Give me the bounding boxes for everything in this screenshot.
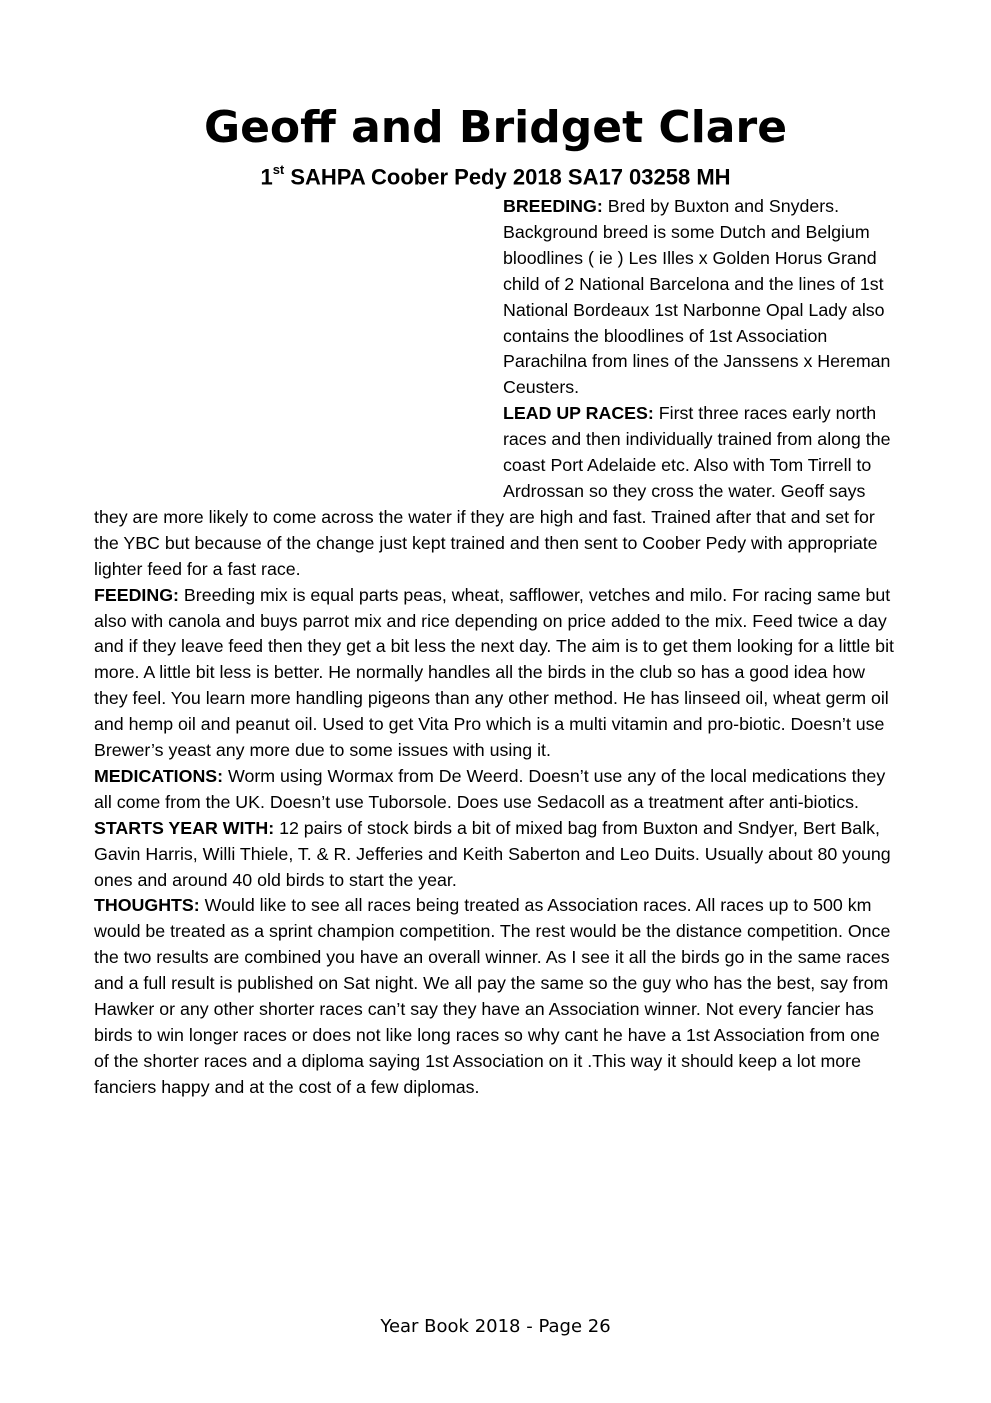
thoughts-paragraph xyxy=(94,893,894,1100)
subtitle-race-details: SAHPA Coober Pedy 2018 SA17 03258 MH xyxy=(284,164,731,190)
thoughts-text: Would like to see all races being treated as Association races. All races up to 500 km would be treated as a sprint champion competition. The rest would be the distance competition. Once the two results are combined you have an overall winner. As I see it all the birds go in the same races and a full result is published on Sat night. We all pay the same so the guy who has the best, say from Hawker or any other shorter races can’t say they have an Association winner. Not every fancier has birds to win longer races or does not like long races so why cant he have a 1st Association from one of the shorter races and a diploma saying 1st Association on it .This way it should keep a lot more fanciers happy and at the cost of a few diplomas. xyxy=(94,895,891,1097)
thoughts-label: THOUGHTS: xyxy=(94,895,200,916)
medications-paragraph xyxy=(94,764,894,816)
medications-label: MEDICATIONS: xyxy=(94,765,224,786)
breeding-label: BREEDING: xyxy=(503,196,603,216)
page-title: Geoff and Bridget Clare xyxy=(203,102,788,153)
starts-year-paragraph xyxy=(94,816,894,894)
photo-spacer xyxy=(94,194,503,480)
breeding-text: Bred by Buxton and Snyders. Background breed is some Dutch and Belgium bloodlines ( ie ) Les Illes x Golden Horus Grand child of 2 National Barcelona and the lines of 1st National Bordeaux 1st Narbonne Opal Lady also contains the bloodlines of 1st Association Parachilna from lines of the Janssens x Hereman Ceusters. xyxy=(503,196,891,398)
subtitle-ordinal-suffix: st xyxy=(272,162,285,177)
page-subtitle xyxy=(0,156,991,193)
feeding-label: FEEDING: xyxy=(94,584,179,605)
lead-up-text: First three races early north races and then individually trained from along the coast Port Adelaide etc. Also with Tom Tirrell to Ardrossan so they cross the water. Geoff says they are more likely to come across the water if they are high and fast. Trained after that and set for the YBC but because of the change just kept trained and then sent to Coober Pedy with appropriate lighter feed for a fast race. xyxy=(94,403,891,579)
article-body xyxy=(94,194,894,1101)
subtitle-ordinal: 1 xyxy=(260,164,273,190)
medications-text: Worm using Wormax from De Weerd. Doesn’t use any of the local medications they all come from the UK. Doesn’t use Tuborsole. Does use Sedacoll as a treatment after anti-biotics. xyxy=(94,765,886,812)
starts-year-label: STARTS YEAR WITH: xyxy=(94,817,275,838)
starts-year-text: 12 pairs of stock birds a bit of mixed bag from Buxton and Sndyer, Bert Balk, Gavin Harris, Willi Thiele, T. & R. Jefferies and Keith Saberton and Leo Duits. Usually about 80 young ones and around 40 old birds to start the year. xyxy=(94,817,891,890)
feeding-paragraph xyxy=(94,583,894,764)
feeding-text: Breeding mix is equal parts peas, wheat, safflower, vetches and milo. For racing same but also with canola and buys parrot mix and rice depending on price added to the mix. Feed twice a day and if they leave feed then they get a bit less the next day. The aim is to get them looking for a little bit more. A little bit less is better. He normally handles all the birds in the club so has a good idea how they feel. You learn more handling pigeons than any other method. He has linseed oil, wheat germ oil and hemp oil and peanut oil. Used to get Vita Pro which is a multi vitamin and pro-biotic. Doesn’t use Brewer’s yeast any more due to some issues with using it. xyxy=(94,584,894,761)
lead-up-label: LEAD UP RACES: xyxy=(503,403,654,424)
page-footer: Year Book 2018 - Page 26 xyxy=(380,1316,611,1337)
